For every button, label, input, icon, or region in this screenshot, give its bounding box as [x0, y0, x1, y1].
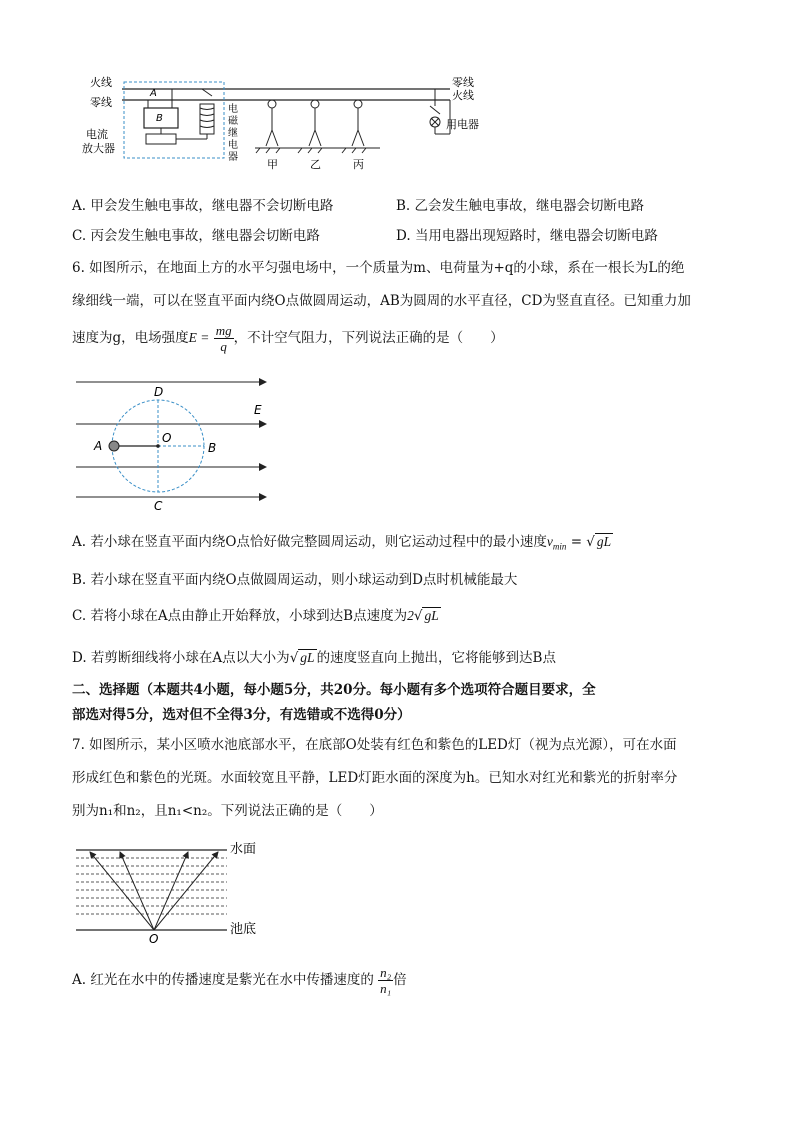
- label-b: B: [156, 113, 163, 124]
- label-d: D: [154, 385, 164, 399]
- label-person-yi: 乙: [310, 158, 321, 171]
- label-relay-1: 电: [228, 104, 238, 115]
- electric-field-diagram: [72, 372, 282, 512]
- label-a: A: [150, 88, 157, 99]
- label-o: O: [162, 431, 172, 445]
- q7-line-3: 别为n₁和n₂，且n₁<n₂。下列说法正确的是（ ）: [72, 803, 383, 819]
- label-a: A: [94, 439, 103, 453]
- e-fraction: $\frac{mg}{q}$: [215, 323, 232, 354]
- q5-option-a: A. 甲会发生触电事故，继电器不会切断电路: [72, 198, 334, 214]
- q7-line-2: 形成红色和紫色的光斑。水面较宽且平静，LED灯距水面的深度为h。已知水对红光和紫光的折射率分: [72, 770, 678, 786]
- q7-option-a: A. 红光在水中的传播速度是紫光在水中传播速度的 $\frac{\text{n₂}}{\text{n₁}}$ 倍: [72, 965, 407, 996]
- q7-line-1: 7. 如图所示，某小区喷水池底部水平，在底部O处装有红色和紫色的LED灯（视为点光源），可在水面: [72, 737, 677, 753]
- label-relay-5: 器: [228, 152, 238, 163]
- q6-option-b: B. 若小球在竖直平面内绕O点做圆周运动，则小球运动到D点时机械能最大: [72, 572, 518, 588]
- circuit-diagram: [80, 72, 500, 172]
- label-person-bing: 丙: [353, 158, 364, 171]
- label-amplifier-1: 电流: [86, 128, 108, 141]
- q5-option-d: D. 当用电器出现短路时，继电器会切断电路: [396, 228, 658, 244]
- label-appliance: 用电器: [446, 118, 479, 131]
- label-c: C: [154, 499, 163, 512]
- label-neutral-wire-right: 零线: [452, 76, 474, 89]
- q6-line-2: 缘细线一端，可以在竖直平面内绕O点做圆周运动，AB为圆周的水平直径，CD为竖直直径。已知重力加: [72, 293, 691, 309]
- section-2-heading-line-1: 二、选择题（本题共4小题，每小题5分，共20分。每小题有多个选项符合题目要求，全: [72, 682, 596, 698]
- label-live-wire-left: 火线: [90, 76, 112, 89]
- q6-option-c: C. 若将小球在A点由静止开始释放，小球到达B点速度为2√ gL: [72, 608, 439, 624]
- q5-option-b: B. 乙会发生触电事故，继电器会切断电路: [396, 198, 645, 214]
- label-b: B: [208, 441, 217, 455]
- q5-option-c: C. 丙会发生触电事故，继电器会切断电路: [72, 228, 320, 244]
- label-relay-3: 继: [228, 128, 238, 139]
- q6-line-1: 6. 如图所示，在地面上方的水平匀强电场中，一个质量为m、电荷量为+q的小球，系在一根长为L的绝: [72, 260, 685, 276]
- q6-option-a: A. 若小球在竖直平面内绕O点恰好做完整圆周运动，则它运动过程中的最小速度$v_{min}$ = √ gL: [72, 534, 612, 552]
- label-water-surface: 水面: [230, 842, 257, 857]
- label-pool-bottom: 池底: [230, 922, 257, 937]
- label-relay-2: 磁: [228, 116, 238, 127]
- n-fraction: $\frac{\text{n₂}}{\text{n₁}}$: [380, 965, 392, 996]
- label-relay-4: 电: [228, 140, 238, 151]
- q6-option-d: D. 若剪断细线将小球在A点以大小为√ gL 的速度竖直向上抛出，它将能够到达B点: [72, 650, 556, 666]
- label-e: E: [254, 403, 262, 417]
- q6-line-3: 速度为g，电场强度E = $\frac{mg}{q}$ ，不计空气阻力，下列说法正确的是（ ）: [72, 323, 504, 354]
- label-person-jia: 甲: [267, 158, 278, 171]
- fountain-pool-diagram: [72, 836, 272, 946]
- label-live-wire-right: 火线: [452, 89, 474, 102]
- label-neutral-wire-left: 零线: [90, 96, 112, 109]
- label-o: O: [149, 932, 159, 946]
- section-2-heading-line-2: 部选对得5分，选对但不全得3分，有选错或不选得0分）: [72, 707, 411, 723]
- label-amplifier-2: 放大器: [82, 142, 115, 155]
